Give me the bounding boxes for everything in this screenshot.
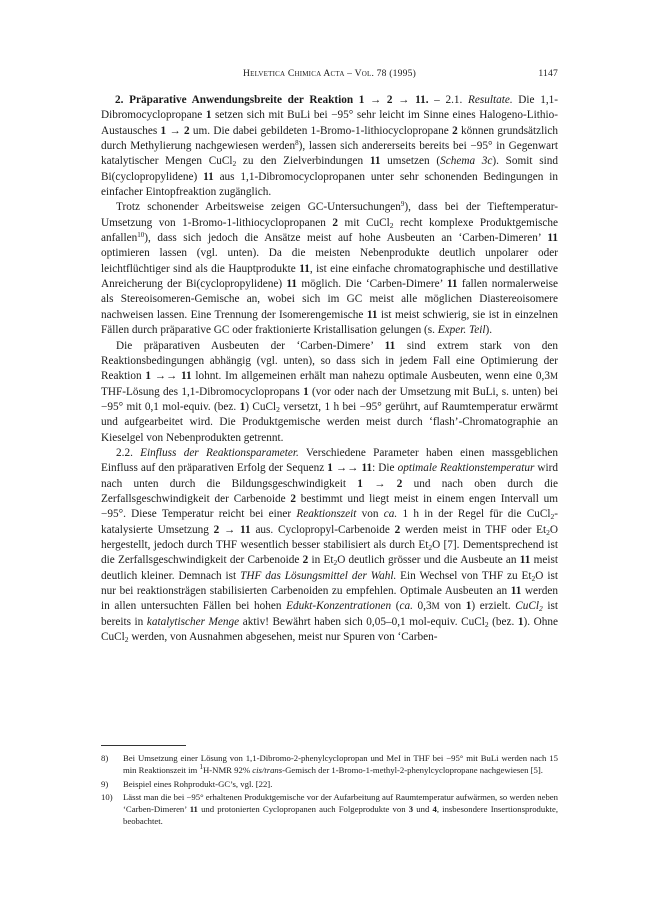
paragraph-gc-analysis: Trotz schonender Arbeitsweise zeigen GC-Untersuchungen$^9$), dass bei der Tieftemperatur-Umsetzung von 1-Bromo-1-lithiocyclopropanen 2 mit CuCl$_2$ recht komplexe Produktgemische anfallen$^{10}$), dass sich jedoch die Ansätze meist auf hohe Ausbeuten an ‘Carben-Dimeren’ 11 optimieren lassen (vgl. unten). Da die meisten Nebenprodukte deutlich unpolarer oder leichtflüchtiger sind als die Hauptprodukte 11, ist eine einfache chromatographische und destillative Anreicherung der Bi(cyclopropylidene) 11 möglich. Die ‘Carben-Dimere’ 11 fallen normalerweise als Stereoisomeren-Gemische an, wobei sich im GC meist alle möglichen Diastereoisomere nachweisen lassen. Eine Trennung der Isomerengemische 11 ist meist schwierig, sie ist in einzelnen Fällen durch präparative GC oder fraktionierte Kristallisation gelungen (s. Exper. Teil). [101, 200, 559, 337]
footnote-text: Lässt man die bei −95° erhaltenen Produktgemische vor der Aufarbeitung auf Raumtemperatur aufwärmen, so werden neben ‘Carben-Dimeren’ 11 und protonierten Cyclopropanen auch Folgeprodukte von 3 und 4, insbesondere Insertionsprodukte, beobachtet. [123, 792, 559, 826]
running-head [101, 68, 558, 79]
paragraph-section-2-intro: 2. Präparative Anwendungsbreite der Reaktion 1 → 2 → 11. – 2.1. Resultate. Die 1,1-Dibromocyclopropane 1 setzen sich mit BuLi bei −95° sehr leicht im Sinne eines Halogeno-Lithio-Austausches 1 → 2 um. Die dabei gebildeten 1-Bromo-1-lithiocyclopropane 2 können grundsätzlich durch Methylierung nachgewiesen werden$^8$), lassen sich andererseits bereits bei −95° in Gegenwart katalytischer Mengen CuCl$_2$ zu den Zielverbindungen 11 umsetzen (Schema 3c). Somit sind Bi(cyclopropylidene) 11 aus 1,1-Dibromocyclopropanen unter sehr schonenden Bedingungen in einfacher Eintopfreaktion zugänglich. [101, 94, 559, 199]
footnote-mark: 9) [101, 778, 109, 789]
footnote-text: Bei Umsetzung einer Lösung von 1,1-Dibromo-2-phenylcyclopropan und MeI in THF bei −95° mit BuLi werden nach 15 min Reaktionszeit im $^1$H-NMR 92% cis/trans-Gemisch der 1-Bromo-1-methyl-2-phenylcyclopropane nachgewiesen [5]. [123, 753, 558, 775]
page-number: 1147 [538, 68, 558, 79]
paragraph-reaction-parameters: 2.2. Einfluss der Reaktionsparameter. Verschiedene Parameter haben einen massgeblichen Einfluss auf den präparativen Erfolg der Sequenz 1 →→ 11: Die optimale Reaktionstemperatur wird nach unten durch die Bildungsgeschwindigkeit 1 → 2 und nach oben durch die Zerfallsgeschwindigkeit der Carbenoide 2 bestimmt und liegt meist in einem engen Intervall um −95°. Diese Temperatur reicht bei einer Reaktionszeit von ca. 1 h in der Regel für die CuCl$_2$-katalysierte Umsetzung 2 → 11 aus. Cyclopropyl-Carbenoide 2 werden meist in THF oder $Et_2O$ hergestellt, jedoch durch THF wesentlich besser stabilisiert als durch $Et_2O$ [7]. Dementsprechend ist die Zerfallsgeschwindigkeit der Carbenoide 2 in $Et_2O$ deutlich grösser und die Ausbeute an 11 meist deutlich kleiner. Demnach ist THF das Lösungsmittel der Wahl. Ein Wechsel von THF zu $Et_2O$ ist nur bei reaktionsträgen stabilisierten Carbenoiden zu empfehlen. Optimale Ausbeuten an 11 werden in allen untersuchten Fällen bei hohen Edukt-Konzentrationen (ca. 0,3M von 1) erzielt. CuCl$_2$ ist bereits in katalytischer Menge aktiv! Bewährt haben sich 0,05–0,1 mol-equiv. CuCl$_2$ (bez. 1). Ohne CuCl$_2$ werden, von Ausnahmen abgesehen, meist nur Spuren von ‘Carben- [101, 446, 559, 645]
paragraph-yields: Die präparativen Ausbeuten der ‘Carben-Dimere’ 11 sind extrem stark von den Reaktionsbedingungen abhängig (vgl. unten), so dass sich in jedem Fall eine Optimierung der Reaktion 1 →→ 11 lohnt. Im allgemeinen erhält man nahezu optimale Ausbeuten, wenn eine 0,3M THF-Lösung des 1,1-Dibromocyclopropans 1 (vor oder nach der Umsetzung mit BuLi, s. unten) bei −95° mit 0,1 mol-equiv. (bez. 1) CuCl$_2$ versetzt, 1 h bei −95° gerührt, auf Raumtemperatur erwärmt und aufgearbeitet wird. Die Produktgemische werden meist durch ‘flash’-Chromatographie an Kieselgel von Nebenprodukten getrennt. [101, 339, 559, 444]
footnote-divider [101, 745, 186, 746]
footnote-text: Beispiel eines Rohprodukt-GC’s, vgl. [22]. [123, 778, 273, 789]
footnote-8 [101, 753, 558, 777]
footnote-mark: 8) [101, 753, 109, 763]
journal-title: Helvetica Chimica Acta – Vol. 78 (1995) [242, 68, 417, 79]
footnotes [101, 753, 558, 830]
footnote-9 [101, 779, 558, 791]
footnote-10 [101, 792, 558, 827]
body-text [101, 93, 558, 645]
footnote-mark: 10) [101, 792, 113, 803]
